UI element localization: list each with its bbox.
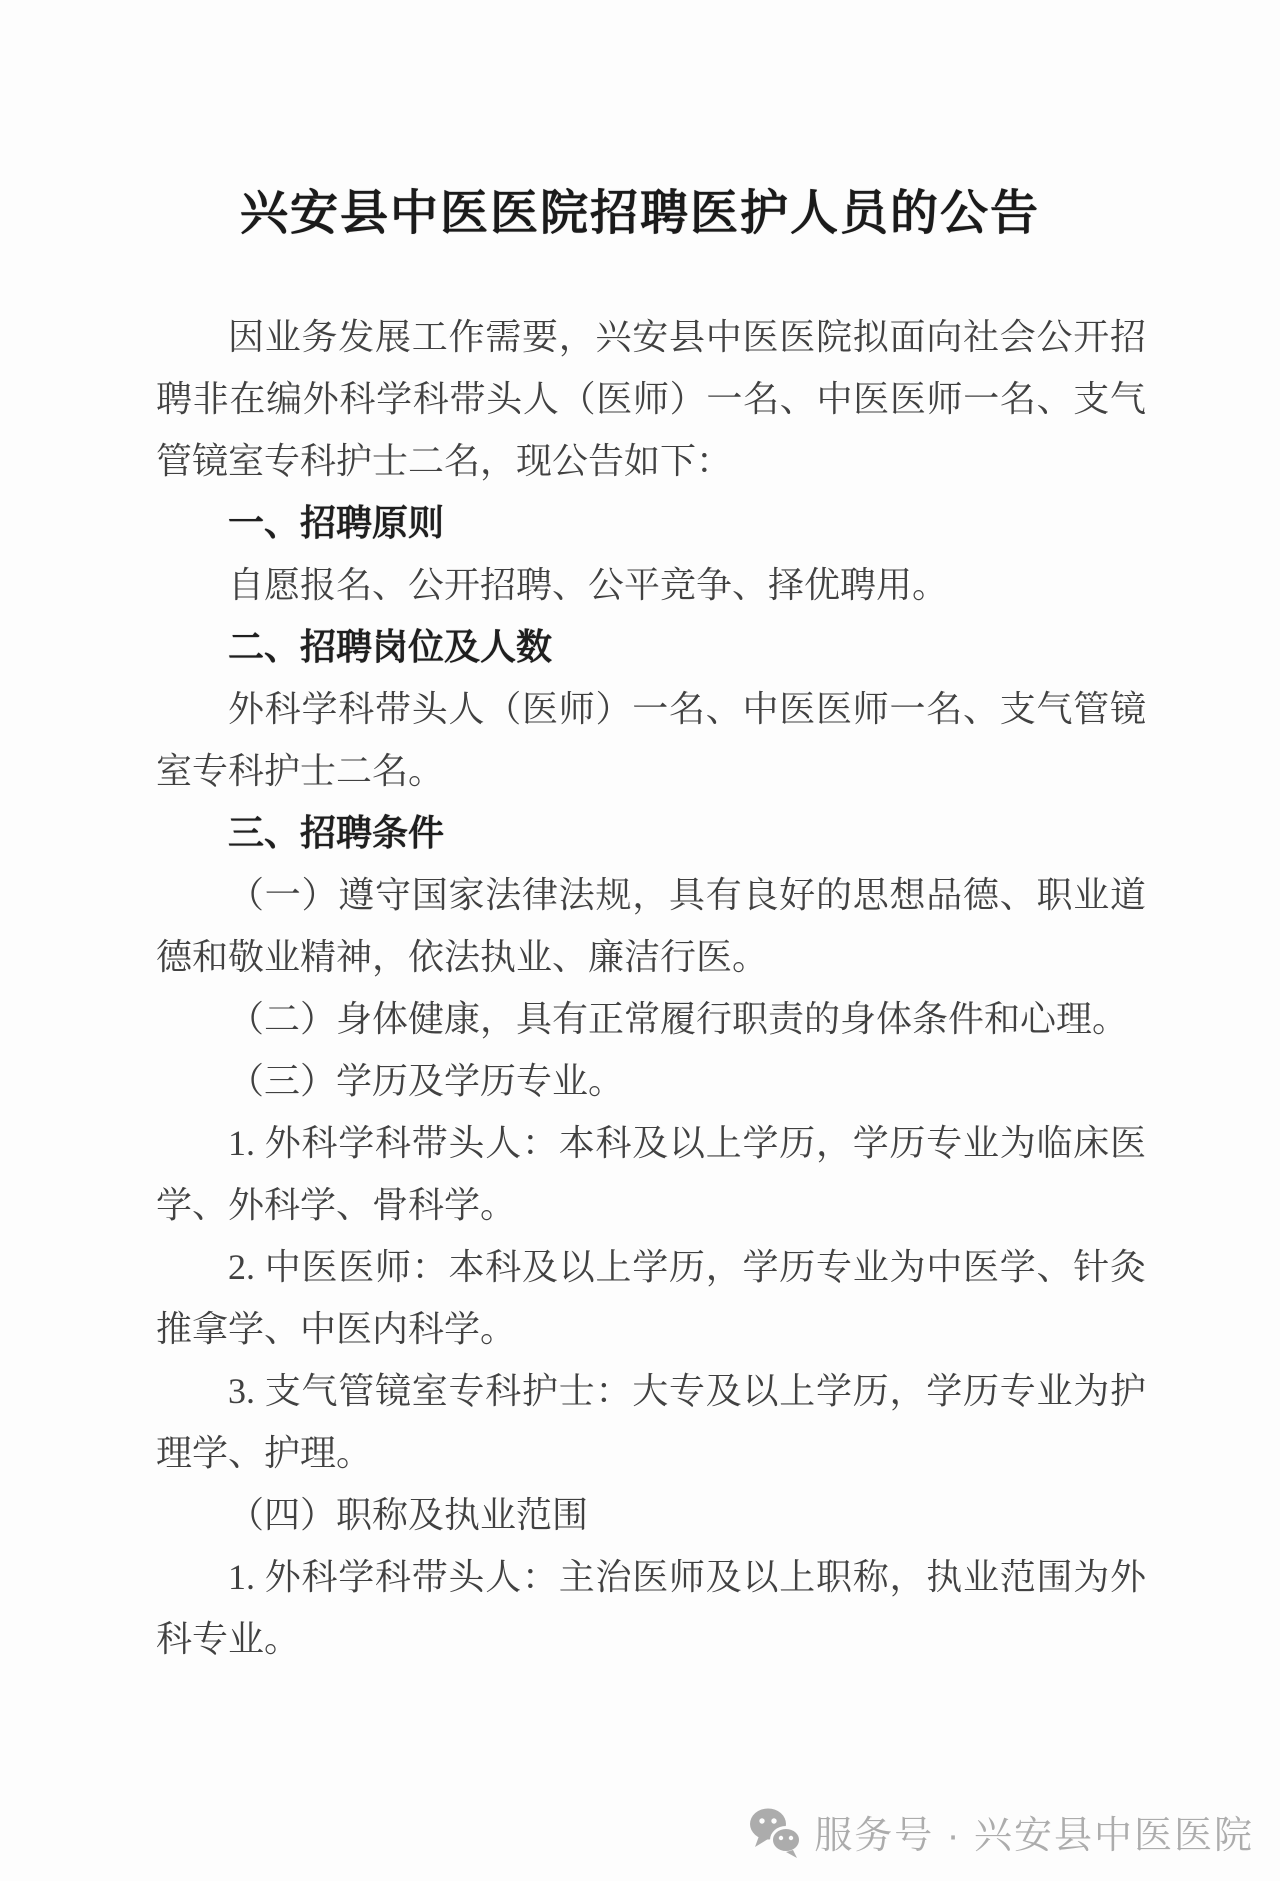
document-title: 兴安县中医医院招聘医护人员的公告 — [239, 187, 1040, 240]
section-heading: 一、招聘原则 — [228, 502, 445, 543]
paragraph: 3. 支气管镜室专科护士：大专及以上学历，学历专业为护理学、护理。 — [156, 1371, 1146, 1473]
paragraph: （一）遵守国家法律法规，具有良好的思想品德、职业道德和敬业精神，依法执业、廉洁行医。 — [156, 875, 1146, 977]
paragraph: （四）职称及执业范围 — [228, 1495, 589, 1535]
wechat-icon — [748, 1806, 802, 1858]
watermark — [748, 1804, 1254, 1859]
paragraph: （二）身体健康，具有正常履行职责的身体条件和心理。 — [228, 999, 1129, 1039]
watermark-label: 服务号 · 兴安县中医医院 — [814, 1815, 1254, 1857]
paragraph: （三）学历及学历专业。 — [228, 1061, 625, 1101]
paragraph: 1. 外科学科带头人：本科及以上学历，学历专业为临床医学、外科学、骨科学。 — [156, 1123, 1146, 1225]
section-heading: 三、招聘条件 — [228, 812, 445, 853]
paragraph: 外科学科带头人（医师）一名、中医医师一名、支气管镜室专科护士二名。 — [156, 689, 1146, 791]
section-heading: 二、招聘岗位及人数 — [228, 626, 553, 667]
document-body — [156, 306, 1146, 1670]
paragraph: 自愿报名、公开招聘、公平竞争、择优聘用。 — [228, 565, 949, 605]
paragraph: 2. 中医医师：本科及以上学历，学历专业为中医学、针灸推拿学、中医内科学。 — [156, 1247, 1146, 1349]
paragraph: 因业务发展工作需要，兴安县中医医院拟面向社会公开招聘非在编外科学科带头人（医师）一名、中医医师一名、支气管镜室专科护士二名，现公告如下： — [156, 317, 1146, 481]
paragraph: 1. 外科学科带头人：主治医师及以上职称，执业范围为外科专业。 — [156, 1557, 1146, 1659]
